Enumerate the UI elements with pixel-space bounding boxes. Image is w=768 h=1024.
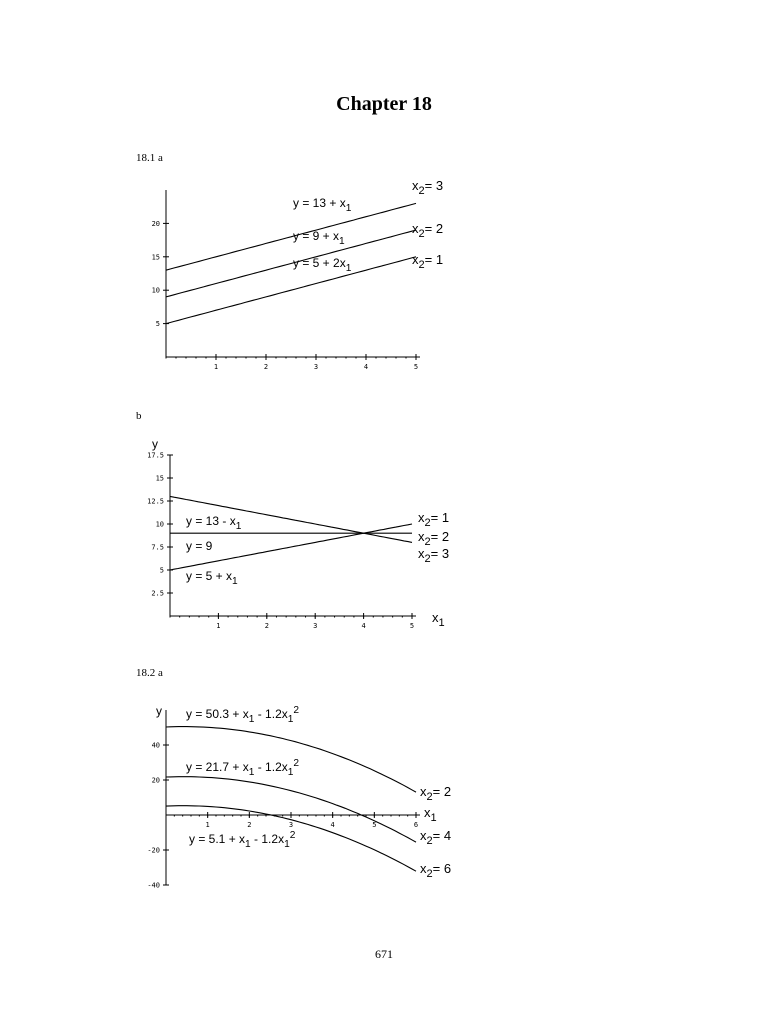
x-axis-label: x1 — [424, 805, 437, 824]
y-axis-label: y — [152, 437, 158, 451]
y-tick-label: 5 — [159, 566, 164, 575]
series-equation-label: $y = 5.1 + x_1 - 1.2x_1^2$ — [189, 830, 296, 850]
x-tick-label: 5 — [413, 363, 419, 371]
x-tick-label: 2 — [263, 363, 269, 371]
x-tick-label: 5 — [409, 622, 415, 630]
section-label-18-1a: 18.1 a — [136, 152, 163, 164]
series-legend-label: x2= 2 — [420, 784, 452, 803]
section-label-b: b — [136, 410, 142, 422]
series-equation-label: y = 9 — [186, 539, 213, 553]
series-equation-label: $y = 5 + 2x_1$ — [293, 256, 352, 274]
series-equation-label: $y = 13 - x_1$ — [186, 514, 242, 532]
x-tick-label: 2 — [264, 622, 269, 630]
y-tick-label: 20 — [151, 219, 160, 228]
x-tick-label: 3 — [313, 622, 318, 630]
series-equation-label: $y = 50.3 + x_1 - 1.2x_1^2$ — [186, 705, 300, 725]
series-legend-label: x2= 1 — [412, 252, 444, 271]
series-legend-label: x2= 3 — [418, 546, 450, 565]
y-tick-label: 12.5 — [147, 497, 164, 506]
x-tick-label: 1 — [205, 821, 210, 829]
y-tick-label: 20 — [151, 776, 160, 785]
series-legend-label: x2= 6 — [420, 861, 452, 880]
x-tick-label: 6 — [413, 821, 419, 829]
series-legend-label: x2= 2 — [418, 529, 450, 548]
x-tick-label: 3 — [313, 363, 319, 371]
x-tick-label: 4 — [330, 821, 335, 829]
series-legend-label: x2= 1 — [418, 510, 450, 529]
y-tick-label: 15 — [151, 253, 160, 262]
x-tick-label: 1 — [216, 622, 221, 630]
y-tick-label: -40 — [147, 881, 160, 890]
y-tick-label: 10 — [155, 520, 164, 529]
x-axis-label: x1 — [432, 610, 445, 629]
section-label-18-2a: 18.2 a — [136, 667, 163, 679]
series-legend-label: x2= 2 — [412, 221, 444, 240]
y-tick-label: 5 — [155, 320, 160, 329]
y-tick-label: 2.5 — [151, 589, 164, 598]
series-equation-label: $y = 21.7 + x_1 - 1.2x_1^2$ — [186, 758, 300, 778]
y-tick-label: 7.5 — [151, 543, 164, 552]
y-axis-label: y — [156, 704, 162, 718]
y-tick-label: -20 — [147, 846, 160, 855]
x-tick-label: 5 — [372, 821, 377, 829]
series-equation-label: $y = 5 + x_1$ — [186, 569, 238, 587]
y-tick-label: 17.5 — [147, 451, 164, 460]
x-tick-label: 1 — [213, 363, 219, 371]
series-equation-label: $y = 9 + x_1$ — [293, 229, 345, 247]
y-tick-label: 15 — [155, 474, 164, 483]
series-legend-label: x2= 4 — [420, 828, 452, 847]
page-number: 671 — [375, 947, 393, 961]
chapter-title: Chapter 18 — [336, 93, 432, 115]
x-tick-label: 2 — [247, 821, 252, 829]
x-tick-label: 3 — [288, 821, 294, 829]
x-tick-label: 4 — [363, 363, 369, 371]
series-legend-label: x2= 3 — [412, 178, 444, 197]
x-tick-label: 4 — [361, 622, 366, 630]
y-tick-label: 40 — [151, 741, 160, 750]
series-equation-label: $y = 13 + x_1$ — [293, 196, 352, 214]
y-tick-label: 10 — [151, 286, 160, 295]
